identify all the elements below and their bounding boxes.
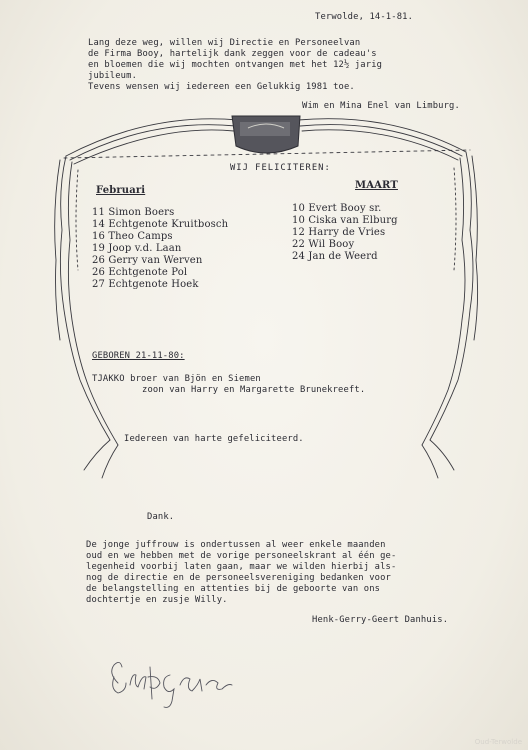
march-item: 22 Wil Booy bbox=[292, 239, 355, 250]
dank-line-6: dochtertje en zusje Willy. bbox=[86, 595, 228, 605]
thanks-line-3: en bloemen die wij mochten ontvangen met het 12½ jarig bbox=[88, 60, 383, 70]
thanks-line-4: jubileum. bbox=[88, 71, 138, 81]
place-date: Terwolde, 14-1-81. bbox=[315, 12, 414, 22]
dank-line-3: legenheid voorbij laten gaan, maar we wilden hierbij als- bbox=[86, 562, 397, 572]
feb-item: 19 Joop v.d. Laan bbox=[92, 243, 182, 254]
thanks-line-2: de Firma Booy, hartelijk dank zeggen voor de cadeau's bbox=[88, 49, 377, 59]
feb-item: 14 Echtgenote Kruitbosch bbox=[92, 219, 229, 230]
signature-top: Wim en Mina Enel van Limburg. bbox=[302, 101, 460, 111]
felicitations-heading: WIJ FELICITEREN: bbox=[230, 163, 331, 173]
feb-item: 27 Echtgenote Hoek bbox=[92, 279, 199, 290]
dank-title: Dank. bbox=[147, 512, 175, 522]
congratulations-line: Iedereen van harte gefeliciteerd. bbox=[124, 434, 304, 444]
curtain-crest-ornament bbox=[232, 116, 300, 153]
watermark: Oud-Terwolde bbox=[474, 738, 522, 746]
march-item: 10 Ciska van Elburg bbox=[292, 215, 398, 226]
dank-line-2: oud en we hebben met de vorige personeelskrant al één ge- bbox=[86, 551, 397, 561]
feb-item: 16 Theo Camps bbox=[92, 231, 173, 242]
march-item: 24 Jan de Weerd bbox=[292, 251, 378, 262]
signature-bottom: Henk-Gerry-Geert Danhuis. bbox=[312, 615, 449, 625]
dank-line-1: De jonge juffrouw is ondertussen al weer enkele maanden bbox=[86, 540, 386, 550]
birth-heading: GEBOREN 21-11-80: bbox=[92, 351, 185, 361]
dank-line-4: nog de directie en de personeelsvereniging bedanken voor bbox=[86, 573, 391, 583]
february-label: Februari bbox=[96, 185, 146, 196]
march-label: MAART bbox=[355, 180, 398, 191]
feb-item: 11 Simon Boers bbox=[92, 207, 175, 218]
thanks-line-5: Tevens wensen wij iedereen een Gelukkig 1981 toe. bbox=[88, 82, 355, 92]
feb-item: 26 Echtgenote Pol bbox=[92, 267, 188, 278]
birth-line-1: TJAKKO broer van Bjön en Siemen bbox=[92, 374, 261, 384]
march-item: 12 Harry de Vries bbox=[292, 227, 386, 238]
handwritten-signature bbox=[100, 655, 260, 715]
thanks-line-1: Lang deze weg, willen wij Directie en Personeelvan bbox=[88, 38, 361, 48]
march-item: 10 Evert Booy sr. bbox=[292, 203, 382, 214]
dank-line-5: de belangstelling en attenties bij de geboorte van ons bbox=[86, 584, 381, 594]
feb-item: 26 Gerry van Werven bbox=[92, 255, 203, 266]
birth-line-2: zoon van Harry en Margarette Brunekreeft. bbox=[142, 385, 366, 395]
